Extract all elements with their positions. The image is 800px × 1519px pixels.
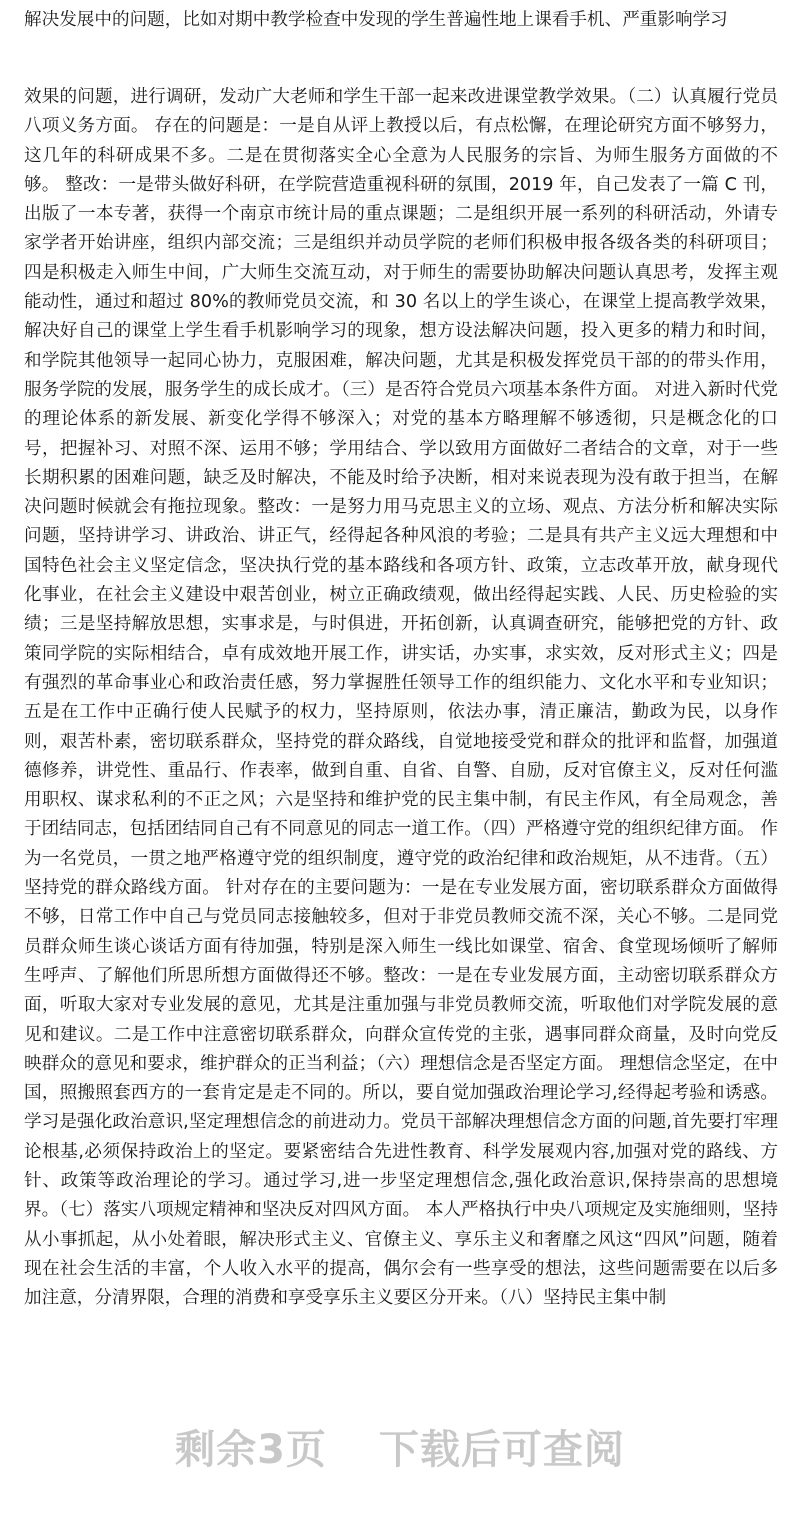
remaining-pages-label: 剩余3页 bbox=[175, 1426, 327, 1473]
document-first-line: 解决发展中的问题，比如对期中教学检查中发现的学生普遍性地上课看手机、严重影响学习 bbox=[24, 10, 728, 30]
document-body-text: 效果的问题，进行调研，发动广大老师和学生干部一起来改进课堂教学效果。（二）认真履行党员八项义务方面。 存在的问题是：一是自从评上教授以后，有点松懈，在理论研究方面不够努力，这几年的科研成果不多。二是在贯彻落实全心全意为人民服务的宗旨、为师生服务方面做的不够。 整改：一是带头做好科研，在学院营造重视科研的氛围，2019 年，自己发表了一篇 C 刊，出版了一本专著，获得一个南京市统计局的重点课题；二是组织开展一系列的科研活动，外请专家学者开始讲座，组织内部交流；三是组织并动员学院的老师们积极申报各级各类的科研项目；四是积极走入师生中间，广大师生交流互动，对于师生的需要协助解决问题认真思考，发挥主观能动性，通过和超过 80%的教师党员交流，和 30 名以上的学生谈心，在课堂上提高教学效果，解决好自己的课堂上学生看手机影响学习的现象，想方设法解决问题，投入更多的精力和时间，和学院其他领导一起同心协力，克服困难，解决问题，尤其是积极发挥党员干部的的带头作用，服务学院的发展，服务学生的成长成才。（三）是否符合党员六项基本条件方面。 对进入新时代党的理论体系的新发展、新变化学得不够深入；对党的基本方略理解不够透彻，只是概念化的口号，把握补习、对照不深、运用不够；学用结合、学以致用方面做好二者结合的文章，对于一些长期积累的困难问题，缺乏及时解决，不能及时给予决断，相对来说表现为没有敢于担当，在解决问题时候就会有拖拉现象。整改：一是努力用马克思主义的立场、观点、方法分析和解决实际问题，坚持讲学习、讲政治、讲正气，经得起各种风浪的考验；二是具有共产主义远大理想和中国特色社会主义坚定信念，坚决执行党的基本路线和各项方针、政策，立志改革开放，献身现代化事业，在社会主义建设中艰苦创业，树立正确政绩观，做出经得起实践、人民、历史检验的实绩；三是坚持解放思想，实事求是，与时俱进，开拓创新，认真调查研究，能够把党的方针、政策同学院的实际相结合，卓有成效地开展工作，讲实话，办实事，求实效，反对形式主义；四是有强烈的革命事业心和政治责任感，努力掌握胜任领导工作的组织能力、文化水平和专业知识；五是在工作中正确行使人民赋予的权力，坚持原则，依法办事，清正廉洁，勤政为民，以身作则，艰苦朴素，密切联系群众，坚持党的群众路线，自觉地接受党和群众的批评和监督，加强道德修养，讲党性、重品行、作表率，做到自重、自省、自警、自励，反对官僚主义，反对任何滥用职权、谋求私利的不正之风；六是坚持和维护党的民主集中制，有民主作风，有全局观念，善于团结同志，包括团结同自己有不同意见的同志一道工作。（四）严格遵守党的组织纪律方面。 作为一名党员，一贯之地严格遵守党的组织制度，遵守党的政治纪律和政治规矩，从不违背。（五）坚持党的群众路线方面。 针对存在的主要问题为：一是在专业发展方面，密切联系群众方面做得不够，日常工作中自己与党员同志接触较多，但对于非党员教师交流不深，关心不够。二是同党员群众师生谈心谈话方面有待加强，特别是深入师生一线比如课堂、宿舍、食堂现场倾听了解师生呼声、了解他们所思所想方面做得还不够。整改：一是在专业发展方面，主动密切联系群众方面，听取大家对专业发展的意见，尤其是注重加强与非党员教师交流，听取他们对学院发展的意见和建议。二是工作中注意密切联系群众，向群众宣传党的主张，遇事同群众商量，及时向党反映群众的意见和要求，维护群众的正当利益；（六）理想信念是否坚定方面。 理想信念坚定，在中国，照搬照套西方的一套肯定是走不同的。所以，要自觉加强政治理论学习,经得起考验和诱惑。学习是强化政治意识,坚定理想信念的前进动力。党员干部解决理想信念方面的问题,首先要打牢理论根基,必须保持政治上的坚定。要紧密结合先进性教育、科学发展观内容,加强对党的路线、方针、政策等政治理论的学习。通过学习,进一步坚定理想信念,强化政治意识,保持崇高的思想境界。（七）落实八项规定精神和坚决反对四风方面。 本人严格执行中央八项规定及实施细则，坚持从小事抓起，从小处着眼，解决形式主义、官僚主义、享乐主义和奢靡之风这“四风”问题，随着现在社会生活的丰富，个人收入水平的提高，偶尔会有一些享受的想法，这些问题需要在以后多加注意，分清界限，合理的消费和享受享乐主义要区分开来。（八）坚持民主集中制 bbox=[24, 87, 778, 1309]
download-hint-label: 下载后可查阅 bbox=[378, 1426, 625, 1473]
download-banner[interactable] bbox=[0, 1416, 800, 1476]
